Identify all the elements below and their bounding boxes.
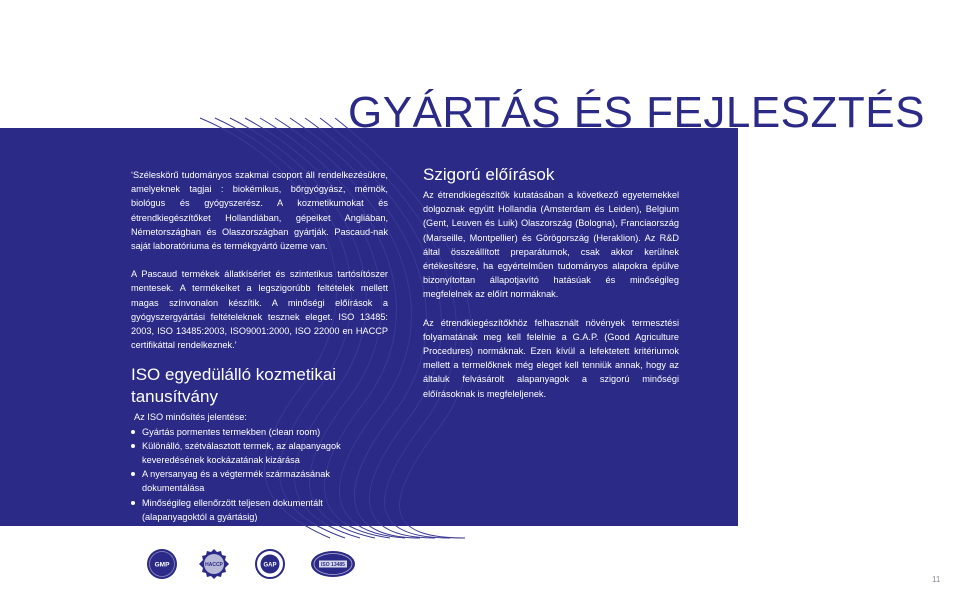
iso-lead: Az ISO minősítés jelentése: [134,412,247,423]
list-item: A nyersanyag és a végtermék származásának dokumentálása [131,467,388,495]
list-item: Gyártás pormentes termekben (clean room) [131,425,388,439]
bullet-icon [131,430,135,434]
gmp-label: GMP [154,561,170,569]
regulations-heading: Szigorú előírások [423,165,555,184]
gap-badge-icon [254,548,286,580]
bullet-icon [131,529,135,533]
gap-paragraph: Az étrendkiegészítőkhöz felhasznált növények termesztési folyamatának meg kell felelnie a G.A.P. (Good Agriculture Procedures) normáknak. Ezen kívül a lefektetett kritériumok mellett a termelőknek még eleget kell tenniük annak, hogy az általuk felvásárolt alapanyagok a szigorú minőségi előírásoknak is megfeleljenek. [423,317,679,399]
bullet-icon [131,501,135,505]
haccp-label: HACCP [205,562,223,568]
left-column [131,168,388,538]
bullet-icon [131,444,135,448]
list-item: Különálló, szétválasztott termek, az alapanyagok keveredésének kockázatának kizárása [131,439,388,467]
iso-heading: ISO egyedülálló kozmetikai tanusítvány [131,365,337,407]
intro-paragraph: ‘Széleskörű tudományos szakmai csoport áll rendelkezésükre, amelyeknek tagjai : biokémikus, bőrgyógyász, mérnök, biológus és gyógyszerész. A kozmetikumokat és étrendkiegészítőket Hollandiában, gépeiket Angliában, Németországban és Olaszországban gyártják. Pascaud-nak saját laboratóriuma és termékgyártó üzeme van. [131,170,388,252]
bullet-icon [131,472,135,476]
haccp-badge-icon [198,548,230,580]
gap-label: GAP [263,562,277,569]
iso-label: ISO 13485 [321,562,345,568]
quality-paragraph: A Pascaud termékek állatkísérlet és szintetikus tartósítószer mentesek. A termékeiket a legszigorúbb feltételek mellett magas színvonalon készítik. A minőségi előírások a gyógyszergyártási feltételeknek tesznek eleget. ISO 13485: 2003, ISO 13485:2003, ISO9001:2000, ISO 22000 en HACCP certifikáttal rendelkeznek.’ [131,269,388,351]
gmp-badge-icon [146,548,178,580]
page-number: 11 [932,575,941,584]
list-item: Jól képzett szakemberek [131,524,388,538]
iso-13485-badge-icon [310,548,356,580]
list-item: Minőségileg ellenőrzött teljesen dokumentált (alapanyagoktól a gyártásig) [131,496,388,524]
research-paragraph: Az étrendkiegészítők kutatásában a következő egyetemekkel dolgoznak együtt Hollandia (Amsterdam és Leiden), Belgium (Gent, Leuven és Luik) Olaszország (Bologna), Franciaország (Marseille, Montpellier) és Görögország (Heraklion). Az R&D által összeállított preparátumok, csak akkor kerülnek értékesítésre, ha egyértelműen tudományos alapokra épülve bizonyítottan állapotjavító hatásúak és minőségileg megfelelnek az előírt normáknak. [423,190,679,300]
content-panel [0,128,738,537]
iso-list [131,425,388,539]
right-column [423,164,679,401]
page-title: GYÁRTÁS ÉS FEJLESZTÉS [348,88,925,137]
